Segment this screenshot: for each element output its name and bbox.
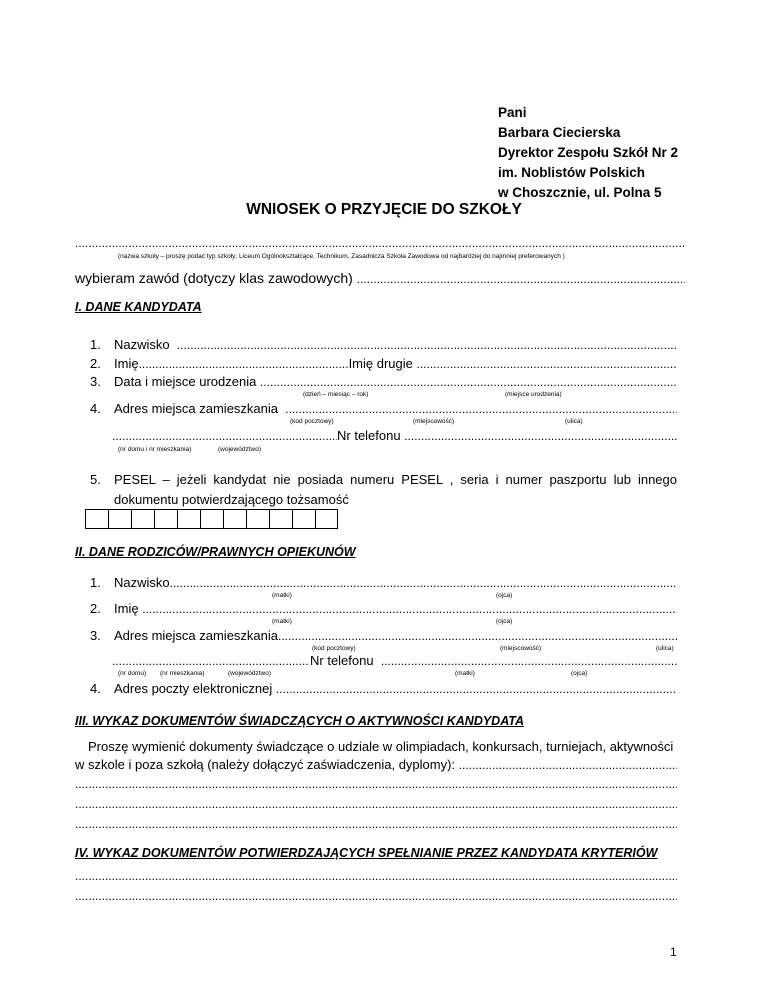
parent-name-row: 2. Imię ..... — [90, 601, 677, 616]
birth-place-hint: (miejsce urodzenia) — [505, 391, 562, 398]
activity-line[interactable] — [75, 777, 677, 791]
second-name-label: Imię drugie — [348, 356, 413, 371]
candidate-name-row: 2. Imię ..... Imię drugie ..... — [90, 356, 677, 371]
section-3-text-2-row — [75, 757, 677, 772]
pesel-row: 5. PESEL – jeżeli kandydat nie posiada numeru PESEL , seria i numer paszportu lub innego dokumentu potwierdzającego tożsamość — [90, 470, 677, 510]
surname-label: Nazwisko — [114, 337, 170, 352]
father-hint: (ojca) — [496, 592, 513, 599]
parent-name-label: Imię — [114, 601, 139, 616]
criteria-line[interactable] — [75, 889, 677, 903]
addressee-school: im. Noblistów Polskich — [498, 165, 646, 180]
school-name-field[interactable] — [75, 236, 685, 250]
addressee-position: Dyrektor Zespołu Szkół Nr 2 — [498, 145, 679, 160]
parent-address-label: Adres miejsca zamieszkania — [114, 628, 279, 643]
pesel-box[interactable] — [269, 509, 292, 529]
addressee-line: Pani — [498, 105, 527, 120]
activity-line[interactable] — [75, 797, 677, 811]
house-hint: (nr domu) — [118, 670, 147, 677]
pesel-box[interactable] — [315, 509, 338, 529]
house-field[interactable] — [112, 429, 337, 443]
pesel-text: PESEL – jeżeli kandydat nie posiada numeru PESEL , seria i numer paszportu lub innego dokumentu potwierdzającego tożsamość — [114, 472, 677, 507]
address-field[interactable] — [285, 402, 677, 416]
parent-house-field[interactable] — [112, 654, 310, 668]
activity-field[interactable] — [459, 758, 677, 772]
parent-phone-label: Nr telefonu — [310, 653, 374, 668]
addressee-name: Barbara Ciecierska — [498, 125, 621, 140]
section-2-heading: II. DANE RODZICÓW/PRAWNYCH OPIEKUNÓW — [75, 545, 356, 559]
postal-hint: (kod pocztowy) — [312, 645, 356, 652]
parent-phone-field[interactable] — [381, 654, 677, 668]
parent-surname-row: 1. Nazwisko ..... — [90, 575, 677, 590]
parent-surname-field[interactable] — [170, 576, 677, 590]
house-hint: (nr domu i nr mieszkania) — [118, 446, 192, 453]
pesel-box[interactable] — [200, 509, 223, 529]
addressee-block — [498, 103, 678, 203]
section-3-heading: III. WYKAZ DOKUMENTÓW ŚWIADCZĄCYCH O AKTYWNOŚCI KANDYDATA — [75, 714, 525, 728]
parent-name-field[interactable] — [142, 602, 677, 616]
birth-field[interactable] — [260, 375, 677, 389]
activity-line[interactable] — [75, 817, 677, 831]
first-name-label: Imię — [114, 356, 139, 371]
candidate-surname-row: 1. Nazwisko ..... — [90, 337, 677, 352]
surname-field[interactable] — [177, 338, 677, 352]
parent-email-row: 4. Adres poczty elektronicznej ..... — [90, 681, 677, 696]
postal-hint: (kod pocztowy) — [290, 418, 334, 425]
profession-row — [75, 270, 685, 286]
section-3-text-2: w szkole i poza szkołą (należy dołączyć zaświadczenia, dyplomy): — [75, 757, 456, 772]
birth-label: Data i miejsce urodzenia — [114, 374, 257, 389]
profession-field[interactable] — [357, 272, 685, 286]
phone-label: Nr telefonu — [337, 428, 401, 443]
document-title: WNIOSEK O PRZYJĘCIE DO SZKOŁY — [246, 201, 522, 218]
second-name-field[interactable] — [417, 357, 678, 371]
pesel-boxes[interactable] — [85, 509, 338, 529]
city-hint: (miejscowość) — [413, 418, 455, 425]
parent-surname-label: Nazwisko — [114, 575, 170, 590]
addressee-address: w Choszcznie, ul. Polna 5 — [498, 185, 662, 200]
parent-email-label: Adres poczty elektronicznej — [114, 681, 273, 696]
pesel-box[interactable] — [177, 509, 200, 529]
school-hint: (nazwa szkoły – proszę podać typ szkoły: Liceum Ogólnokształcące, Technikum, Zasadnicza Szkoła Zawodowa od najbardziej do najmniej preferowanych ) — [118, 253, 565, 260]
mother-hint: (matki) — [455, 670, 475, 677]
first-name-field[interactable] — [139, 357, 349, 371]
section-1-heading: I. DANE KANDYDATA — [75, 300, 202, 314]
candidate-address-row: 4. Adres miejsca zamieszkania ..... — [90, 401, 677, 416]
street-hint: (ulica) — [565, 418, 583, 425]
parent-phone-row — [112, 653, 677, 668]
address-label: Adres miejsca zamieszkania — [114, 401, 279, 416]
parent-address-row: 3. Adres miejsca zamieszkania ..... — [90, 628, 677, 643]
phone-field[interactable] — [404, 429, 677, 443]
voivodeship-hint: (województwo) — [228, 670, 271, 677]
voivodeship-hint: (województwo) — [218, 446, 261, 453]
section-3-text-1: Proszę wymienić dokumenty świadczące o udziale w olimpiadach, konkursach, turniejach, aktywności — [88, 739, 674, 754]
pesel-box[interactable] — [85, 509, 108, 529]
parent-address-field[interactable] — [278, 629, 677, 643]
father-hint: (ojca) — [496, 618, 513, 625]
pesel-box[interactable] — [223, 509, 246, 529]
mother-hint: (matki) — [272, 618, 292, 625]
pesel-box[interactable] — [131, 509, 154, 529]
city-hint: (miejscowość) — [500, 645, 542, 652]
candidate-phone-row — [112, 428, 677, 443]
criteria-line[interactable] — [75, 869, 677, 883]
street-hint: (ulica) — [656, 645, 674, 652]
profession-label: wybieram zawód (dotyczy klas zawodowych) — [75, 270, 353, 286]
section-4-heading: IV. WYKAZ DOKUMENTÓW POTWIERDZAJĄCYCH SPEŁNIANIE PRZEZ KANDYDATA KRYTERIÓW — [75, 846, 658, 860]
mother-hint: (matki) — [272, 592, 292, 599]
pesel-box[interactable] — [108, 509, 131, 529]
pesel-box[interactable] — [246, 509, 269, 529]
parent-email-field[interactable] — [276, 682, 677, 696]
birth-date-hint: (dzień – miesiąc – rok) — [303, 391, 369, 398]
pesel-box[interactable] — [154, 509, 177, 529]
father-hint: (ojca) — [571, 670, 588, 677]
page-number: 1 — [670, 945, 677, 959]
pesel-box[interactable] — [292, 509, 315, 529]
candidate-birth-row: 3. Data i miejsce urodzenia ..... — [90, 374, 677, 389]
flat-hint: (nr mieszkania) — [160, 670, 205, 677]
